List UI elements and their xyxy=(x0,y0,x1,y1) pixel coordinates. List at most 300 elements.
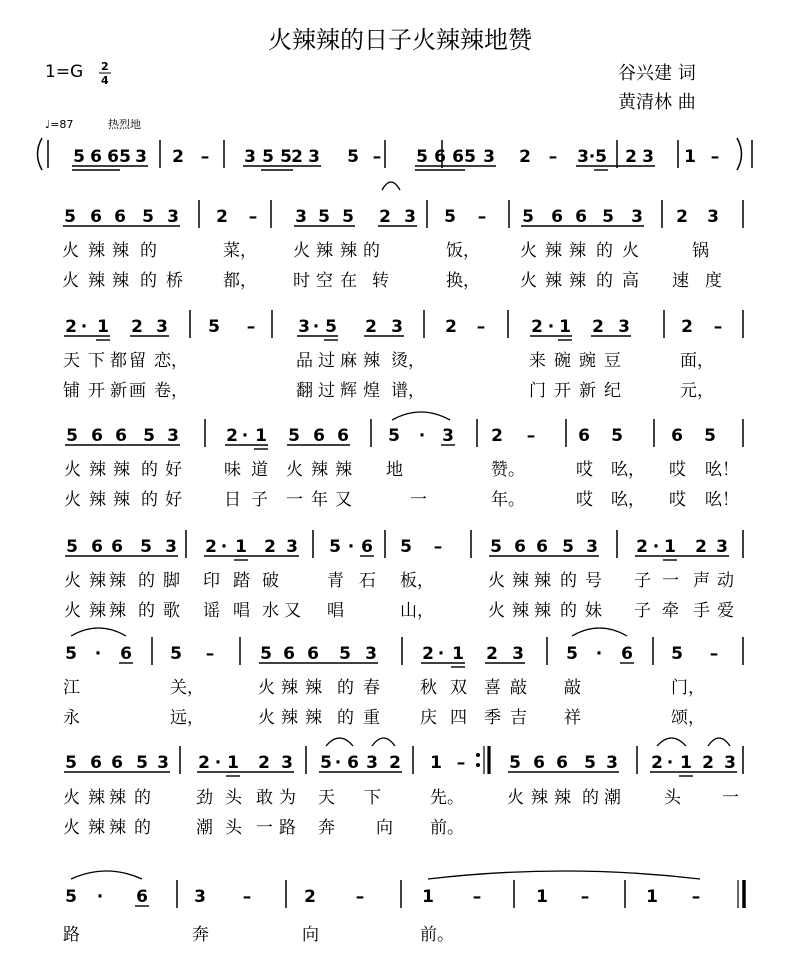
lyric-syllable: 铺 xyxy=(63,381,80,401)
augmentation-dot: · xyxy=(94,644,102,664)
tie-slur xyxy=(657,738,686,746)
lyricist-credit: 谷兴建 词 xyxy=(618,63,696,84)
lyric-syllable: 火 xyxy=(258,708,275,728)
lyric-syllable: 奔 xyxy=(318,818,335,838)
lyric-syllable: 卷， xyxy=(154,381,188,401)
note: 3 xyxy=(404,207,416,227)
lyric-syllable: 季 xyxy=(484,708,501,728)
lyric-syllable: 时 xyxy=(293,271,310,291)
lyric-syllable: 向 xyxy=(376,818,393,838)
note: 5 xyxy=(584,753,596,773)
augmentation-dot: · xyxy=(437,644,445,664)
augmentation-dot: · xyxy=(588,147,596,167)
lyric-syllable: 新 xyxy=(579,381,596,401)
lyric-syllable: 辣 xyxy=(512,601,529,621)
lyric-syllable: 辣 xyxy=(311,460,328,480)
lyric-syllable: 辣 xyxy=(113,490,130,510)
note: 1 xyxy=(422,887,434,907)
lyric-syllable: 好 xyxy=(165,490,182,510)
dash-sustain: – xyxy=(246,317,256,337)
note: 6 xyxy=(536,537,548,557)
lyric-syllable: 换， xyxy=(446,271,480,291)
lyric-syllable: 子 xyxy=(251,490,268,510)
lyric-syllable: 哎 xyxy=(576,490,593,510)
note: 6 xyxy=(91,537,103,557)
augmentation-dot: · xyxy=(547,317,555,337)
note: 1 xyxy=(452,644,464,664)
lyric-syllable: 火 xyxy=(286,460,303,480)
open-parenthesis xyxy=(38,138,43,170)
note: 5 xyxy=(522,207,534,227)
lyric-syllable: 辣 xyxy=(512,571,529,591)
lyric-syllable: 的 xyxy=(560,601,577,621)
lyric-syllable: 天 xyxy=(63,351,80,371)
lyric-syllable: 奔 xyxy=(192,925,209,945)
lyric-syllable: 都 xyxy=(110,351,127,371)
note: 3 xyxy=(642,147,654,167)
lyric-syllable: 吆！ xyxy=(705,490,739,510)
time-signature-top: 2 xyxy=(101,60,109,73)
note: 1 xyxy=(559,317,571,337)
note: 3 xyxy=(716,537,728,557)
note: 6 xyxy=(452,147,464,167)
lyric-syllable: 辣 xyxy=(88,271,105,291)
lyric-syllable: 火 xyxy=(488,571,505,591)
note: 1 xyxy=(646,887,658,907)
lyric-syllable: 在 xyxy=(340,271,357,291)
note: 3 xyxy=(244,147,256,167)
note: 5 xyxy=(136,753,148,773)
note: 3 xyxy=(724,753,736,773)
notation-row xyxy=(63,628,743,728)
lyric-syllable: 新 xyxy=(110,381,127,401)
note: 3 xyxy=(631,207,643,227)
lyric-syllable: 脚 xyxy=(163,571,180,591)
lyric-syllable: 辣 xyxy=(89,490,106,510)
augmentation-dot: · xyxy=(96,887,104,907)
lyric-syllable: 祥 xyxy=(564,708,581,728)
note: 3 xyxy=(483,147,495,167)
note: 2 xyxy=(486,644,498,664)
lyric-syllable: 辣 xyxy=(89,571,106,591)
dash-sustain: – xyxy=(242,887,252,907)
lyric-syllable: 转 xyxy=(372,271,389,291)
note: 5 xyxy=(260,644,272,664)
note: 6 xyxy=(556,753,568,773)
note: 5 xyxy=(490,537,502,557)
key-signature: 1=G xyxy=(45,62,84,82)
note: 3 xyxy=(194,887,206,907)
lyric-syllable: 踏 xyxy=(233,571,250,591)
dash-sustain: – xyxy=(205,644,215,664)
lyric-syllable: 双 xyxy=(450,678,467,698)
lyric-syllable: 辣 xyxy=(554,788,571,808)
lyric-syllable: 头 xyxy=(225,818,242,838)
lyric-syllable: 妹 xyxy=(585,601,602,621)
tie-slur xyxy=(392,412,450,420)
lyric-syllable: 又 xyxy=(284,601,301,621)
lyric-syllable: 哎 xyxy=(669,490,686,510)
lyric-syllable: 辣 xyxy=(316,241,333,261)
dash-sustain: – xyxy=(580,887,590,907)
lyric-syllable: 头 xyxy=(664,788,681,808)
note: 6 xyxy=(114,207,126,227)
lyric-syllable: 赞。 xyxy=(491,460,525,480)
lyric-syllable: 高 xyxy=(622,271,639,291)
lyric-syllable: 的 xyxy=(134,788,151,808)
note: 5 xyxy=(320,753,332,773)
lyric-syllable: 辣 xyxy=(112,271,129,291)
note: 1 xyxy=(227,753,239,773)
lyric-syllable: 辣 xyxy=(89,601,106,621)
lyric-syllable: 辣 xyxy=(89,460,106,480)
note: 2 xyxy=(131,317,143,337)
note: 3 xyxy=(286,537,298,557)
lyric-syllable: 下 xyxy=(364,788,381,808)
lyric-syllable: 辣 xyxy=(88,818,105,838)
note: 6 xyxy=(361,537,373,557)
lyric-syllable: 的 xyxy=(140,271,157,291)
lyric-syllable: 恋， xyxy=(154,351,188,371)
lyric-syllable: 头 xyxy=(225,788,242,808)
note: 3 xyxy=(167,207,179,227)
lyric-syllable: 的 xyxy=(337,678,354,698)
lyric-syllable: 哎 xyxy=(669,460,686,480)
lyric-syllable: 火 xyxy=(63,788,80,808)
lyric-syllable: 敲 xyxy=(564,678,581,698)
note: 5 xyxy=(509,753,521,773)
note: 5 xyxy=(170,644,182,664)
note: 1 xyxy=(684,147,696,167)
note: 6 xyxy=(90,207,102,227)
note: 2 xyxy=(676,207,688,227)
lyric-syllable: 的 xyxy=(596,241,613,261)
lyric-syllable: 劲 xyxy=(196,788,213,808)
lyric-syllable: 歌 xyxy=(163,601,180,621)
lyric-syllable: 辣 xyxy=(335,460,352,480)
dash-sustain: – xyxy=(526,426,536,446)
lyric-syllable: 年 xyxy=(311,490,328,510)
note: 2 xyxy=(422,644,434,664)
note: 6 xyxy=(533,753,545,773)
lyric-syllable: 火 xyxy=(64,601,81,621)
lyric-syllable: 路 xyxy=(63,925,80,945)
lyric-syllable: 颂， xyxy=(671,708,705,728)
lyric-syllable: 辣 xyxy=(534,571,551,591)
tie-slur xyxy=(428,871,700,879)
lyric-syllable: 度 xyxy=(705,271,722,291)
lyric-syllable: 谱， xyxy=(391,381,425,401)
note: 2 xyxy=(172,147,184,167)
augmentation-dot: · xyxy=(666,753,674,773)
lyric-syllable: 的 xyxy=(363,241,380,261)
note: 1 xyxy=(664,537,676,557)
note: 5 xyxy=(143,426,155,446)
note: 1 xyxy=(430,753,442,773)
lyric-syllable: 路 xyxy=(279,818,296,838)
lyric-syllable: 吆， xyxy=(611,460,645,480)
lyric-syllable: 留 xyxy=(129,351,146,371)
note: 3 xyxy=(586,537,598,557)
note: 1 xyxy=(680,753,692,773)
note: 5 xyxy=(66,426,78,446)
lyric-syllable: 火 xyxy=(293,241,310,261)
lyric-syllable: 辣 xyxy=(340,241,357,261)
tie-slur xyxy=(708,738,730,746)
notation-row xyxy=(63,871,744,945)
lyric-syllable: 烫， xyxy=(391,351,425,371)
lyric-syllable: 火 xyxy=(488,601,505,621)
note: 3 xyxy=(135,147,147,167)
lyric-syllable: 的 xyxy=(134,818,151,838)
notation-row xyxy=(62,182,743,291)
note: 5 xyxy=(73,147,85,167)
lyric-syllable: 秋 xyxy=(420,678,437,698)
note: 3 xyxy=(156,317,168,337)
dash-sustain: – xyxy=(476,317,486,337)
lyric-syllable: 锅 xyxy=(692,241,709,261)
lyric-syllable: 辣 xyxy=(363,351,380,371)
note: 2 xyxy=(651,753,663,773)
lyric-syllable: 潮 xyxy=(196,818,213,838)
lyric-syllable: 又 xyxy=(335,490,352,510)
lyric-syllable: 一 xyxy=(286,490,303,510)
lyric-syllable: 一 xyxy=(410,490,427,510)
augmentation-dot: · xyxy=(312,317,320,337)
lyric-syllable: 号 xyxy=(585,571,602,591)
note: 5 xyxy=(262,147,274,167)
augmentation-dot: · xyxy=(418,426,426,446)
lyric-syllable: 庆 xyxy=(420,708,437,728)
lyric-syllable: 火 xyxy=(62,241,79,261)
note: 3 xyxy=(512,644,524,664)
note: 5 xyxy=(602,207,614,227)
note: 5 xyxy=(280,147,292,167)
note: 5 xyxy=(416,147,428,167)
lyric-syllable: 煌 xyxy=(363,381,380,401)
tempo-marking: ♩=87 xyxy=(45,118,74,131)
lyric-syllable: 天 xyxy=(318,788,335,808)
lyric-syllable: 敢 xyxy=(256,788,273,808)
note: 3 xyxy=(391,317,403,337)
note: 5 xyxy=(704,426,716,446)
note: 5 xyxy=(347,147,359,167)
note: 1 xyxy=(235,537,247,557)
lyric-syllable: 豌 xyxy=(579,351,596,371)
lyric-syllable: 辣 xyxy=(113,460,130,480)
note: 2 xyxy=(592,317,604,337)
lyric-syllable: 辣 xyxy=(545,271,562,291)
lyric-syllable: 年。 xyxy=(491,490,525,510)
note: 6 xyxy=(671,426,683,446)
lyric-syllable: 日 xyxy=(224,490,241,510)
lyric-syllable: 好 xyxy=(165,460,182,480)
lyric-syllable: 青 xyxy=(327,571,344,591)
lyric-syllable: 永 xyxy=(63,708,80,728)
note: 2 xyxy=(291,147,303,167)
lyric-syllable: 火 xyxy=(62,271,79,291)
note: 5 xyxy=(464,147,476,167)
note: 6 xyxy=(120,644,132,664)
lyric-syllable: 火 xyxy=(622,241,639,261)
lyric-syllable: 辣 xyxy=(109,571,126,591)
lyric-syllable: 辣 xyxy=(534,601,551,621)
lyric-syllable: 都， xyxy=(223,271,257,291)
lyric-syllable: 的 xyxy=(582,788,599,808)
lyric-syllable: 四 xyxy=(450,708,467,728)
lyric-syllable: 辉 xyxy=(340,381,357,401)
augmentation-dot: · xyxy=(220,537,228,557)
dash-sustain: – xyxy=(355,887,365,907)
dash-sustain: – xyxy=(248,207,258,227)
lyric-syllable: 门， xyxy=(671,678,705,698)
dash-sustain: – xyxy=(713,317,723,337)
song-title: 火辣辣的日子火辣辣地赞 xyxy=(268,26,532,54)
note: 6 xyxy=(91,426,103,446)
lyric-syllable: 关， xyxy=(170,678,204,698)
note: 6 xyxy=(90,753,102,773)
repeat-dot xyxy=(476,753,480,757)
lyric-syllable: 辣 xyxy=(109,601,126,621)
note: 5 xyxy=(65,887,77,907)
lyric-syllable: 地 xyxy=(386,460,403,480)
lyric-syllable: 菜， xyxy=(223,241,257,261)
tie-slur xyxy=(326,738,353,746)
lyric-syllable: 春 xyxy=(363,678,380,698)
notation-row xyxy=(63,738,743,838)
lyric-syllable: 前。 xyxy=(430,818,464,838)
lyric-syllable: 辣 xyxy=(109,818,126,838)
lyric-syllable: 子 xyxy=(634,601,651,621)
note: 5 xyxy=(339,644,351,664)
augmentation-dot: · xyxy=(347,537,355,557)
lyric-syllable: 火 xyxy=(258,678,275,698)
lyric-syllable: 火 xyxy=(63,818,80,838)
lyric-syllable: 桥 xyxy=(166,271,183,291)
note: 2 xyxy=(264,537,276,557)
note: 3 xyxy=(157,753,169,773)
lyric-syllable: 的 xyxy=(337,708,354,728)
note: 6 xyxy=(514,537,526,557)
lyric-syllable: 火 xyxy=(64,460,81,480)
expression-marking: 热烈地 xyxy=(108,118,141,131)
lyric-syllable: 开 xyxy=(554,381,571,401)
note: 5 xyxy=(325,317,337,337)
note: 5 xyxy=(566,644,578,664)
tie-slur xyxy=(572,628,627,636)
note: 5 xyxy=(342,207,354,227)
composer-credit: 黄清林 曲 xyxy=(618,92,696,113)
note: 2 xyxy=(226,426,238,446)
lyric-syllable: 辣 xyxy=(88,788,105,808)
note: 6 xyxy=(283,644,295,664)
lyric-syllable: 辣 xyxy=(281,708,298,728)
lyric-syllable: 动 xyxy=(717,571,734,591)
note: 3 xyxy=(281,753,293,773)
lyric-syllable: 唱 xyxy=(233,601,250,621)
note: 2 xyxy=(531,317,543,337)
lyric-syllable: 一 xyxy=(256,818,273,838)
lyric-syllable: 豆 xyxy=(604,351,621,371)
dash-sustain: – xyxy=(456,753,466,773)
note: 2 xyxy=(304,887,316,907)
note: 2 xyxy=(636,537,648,557)
note: 5 xyxy=(400,537,412,557)
augmentation-dot: · xyxy=(80,317,88,337)
note: 6 xyxy=(621,644,633,664)
note: 6 xyxy=(111,753,123,773)
lyric-syllable: 火 xyxy=(520,241,537,261)
note: 3 xyxy=(165,537,177,557)
lyric-syllable: 爱 xyxy=(717,601,734,621)
lyric-syllable: 的 xyxy=(560,571,577,591)
note: 2 xyxy=(389,753,401,773)
lyric-syllable: 的 xyxy=(138,601,155,621)
note: 3 xyxy=(298,317,310,337)
lyric-syllable: 重 xyxy=(363,708,380,728)
note: 3 xyxy=(366,753,378,773)
note: 5 xyxy=(140,537,152,557)
lyric-syllable: 前。 xyxy=(420,925,454,945)
lyric-syllable: 敲 xyxy=(510,678,527,698)
note: 3 xyxy=(606,753,618,773)
dash-sustain: – xyxy=(691,887,701,907)
lyric-syllable: 为 xyxy=(279,788,296,808)
lyric-syllable: 辣 xyxy=(531,788,548,808)
lyric-syllable: 辣 xyxy=(305,678,322,698)
lyric-syllable: 的 xyxy=(138,571,155,591)
note: 1 xyxy=(536,887,548,907)
note: 1 xyxy=(255,426,267,446)
notation-row xyxy=(64,530,743,621)
note: 2 xyxy=(365,317,377,337)
lyric-syllable: 破 xyxy=(262,571,279,591)
note: 2 xyxy=(491,426,503,446)
dash-sustain: – xyxy=(709,644,719,664)
note: 5 xyxy=(119,147,131,167)
dash-sustain: – xyxy=(372,147,382,167)
lyric-syllable: 翻 xyxy=(296,381,313,401)
lyric-syllable: 辣 xyxy=(281,678,298,698)
note: 5 xyxy=(65,753,77,773)
lyric-syllable: 一 xyxy=(662,571,679,591)
note: 2 xyxy=(379,207,391,227)
lyric-syllable: 麻 xyxy=(340,351,357,371)
note: 6 xyxy=(307,644,319,664)
lyric-syllable: 水 xyxy=(262,601,279,621)
note: 5 xyxy=(288,426,300,446)
note: 3 xyxy=(365,644,377,664)
note: 6 xyxy=(313,426,325,446)
note: 2 xyxy=(445,317,457,337)
repeat-dot xyxy=(476,763,480,767)
lyric-syllable: 火 xyxy=(64,571,81,591)
tie-slur xyxy=(372,738,395,746)
lyric-syllable: 的 xyxy=(141,490,158,510)
lyric-syllable: 速 xyxy=(672,271,689,291)
lyric-syllable: 辣 xyxy=(305,708,322,728)
lyric-syllable: 面， xyxy=(680,351,714,371)
lyric-syllable: 远， xyxy=(170,708,204,728)
lyric-syllable: 印 xyxy=(203,571,220,591)
note: 2 xyxy=(65,317,77,337)
note: 6 xyxy=(111,537,123,557)
augmentation-dot: · xyxy=(241,426,249,446)
note: 5 xyxy=(208,317,220,337)
note: 2 xyxy=(258,753,270,773)
note: 5 xyxy=(65,644,77,664)
note: 3 xyxy=(618,317,630,337)
